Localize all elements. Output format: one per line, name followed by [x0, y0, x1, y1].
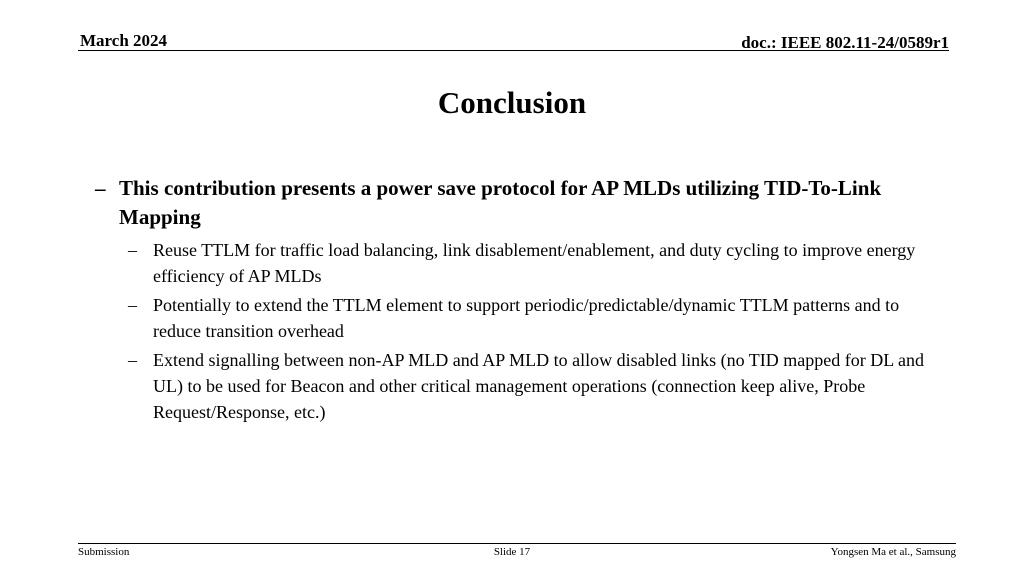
footer-divider	[78, 543, 956, 544]
document-id: doc.: IEEE 802.11-24/0589r1	[741, 33, 949, 52]
sub-bullet-text: Potentially to extend the TTLM element to support periodic/predictable/dynamic TTLM patterns and to reduce transition overhead	[153, 295, 900, 341]
main-bullet-text: This contribution presents a power save protocol for AP MLDs utilizing TID-To-Link Mapping	[119, 176, 882, 229]
sub-bullet-text: Reuse TTLM for traffic load balancing, link disablement/enablement, and duty cycling to improve energy efficiency of AP MLDs	[153, 240, 916, 286]
sub-bullet-text: Extend signalling between non-AP MLD and AP MLD to allow disabled links (no TID mapped for DL and UL) to be used for Beacon and other critical management operations (connection keep alive, Probe Request/Response, etc.)	[153, 350, 925, 422]
slide-title: Conclusion	[437, 85, 587, 120]
header-divider	[78, 50, 949, 51]
bullet-dash: –	[128, 240, 137, 260]
bullet-dash: –	[128, 350, 137, 370]
main-bullet	[92, 174, 932, 232]
sub-bullet	[126, 292, 943, 344]
sub-bullet	[126, 237, 943, 289]
footer-authors: Yongsen Ma et al., Samsung	[830, 546, 956, 558]
header-date: March 2024	[80, 31, 168, 50]
bullet-dash: –	[95, 176, 106, 200]
slide-number: Slide 17	[493, 546, 531, 558]
sub-bullet	[126, 347, 943, 425]
bullet-dash: –	[128, 295, 137, 315]
slide-body	[92, 174, 932, 428]
footer-submission: Submission	[78, 546, 130, 558]
